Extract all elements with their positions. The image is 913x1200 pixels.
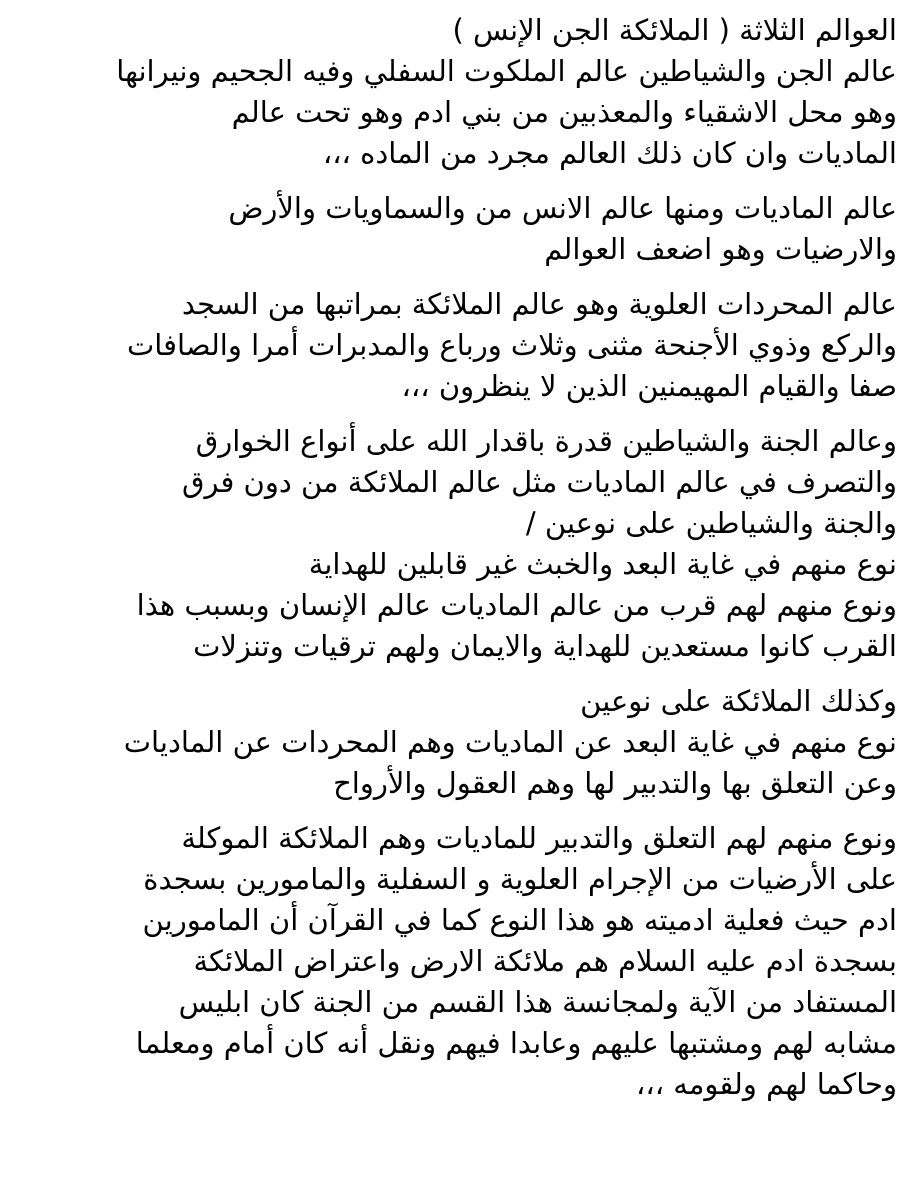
text-line: ادم حيث فعلية ادميته هو هذا النوع كما في القرآن أن المامورين — [142, 903, 897, 937]
text-line: القرب كانوا مستعدين للهداية والايمان ولهم ترقيات وتنزلات — [193, 629, 897, 663]
paragraph-jinn-types — [16, 421, 897, 667]
text-line: المستفاد من الآية ولمجانسة هذا القسم من الجنة كان ابليس — [178, 985, 897, 1019]
paragraph-earth-angels — [16, 818, 897, 1105]
text-line: والركع وذوي الأجنحة مثنى وثلاث ورباع والمدبرات أمرا والصافات — [126, 328, 897, 362]
text-line: بسجدة ادم عليه السلام هم ملائكة الارض واعتراض الملائكة — [193, 944, 897, 978]
paragraph-angel-types — [16, 681, 897, 804]
text-line: ونوع منهم لهم التعلق والتدبير للماديات وهم الملائكة الموكلة — [181, 821, 897, 855]
text-line: وهو محل الاشقياء والمعذبين من بني ادم وهو تحت عالم — [231, 95, 897, 129]
text-line: وعن التعلق بها والتدبير لها وهم العقول والأرواح — [333, 766, 897, 800]
paragraph-upper-world — [16, 284, 897, 407]
text-line: عالم الجن والشياطين عالم الملكوت السفلي وفيه الجحيم ونيرانها — [116, 54, 897, 88]
text-line: والارضيات وهو اضعف العوالم — [544, 232, 897, 266]
text-line: العوالم الثلاثة ( الملائكة الجن الإنس ) — [452, 13, 897, 47]
text-line: صفا والقيام المهيمنين الذين لا ينظرون ،،، — [401, 369, 897, 403]
text-line: عالم المحردات العلوية وهو عالم الملائكة بمراتبها من السجد — [181, 287, 897, 321]
text-line: نوع منهم في غاية البعد والخبث غير قابلين للهداية — [308, 547, 897, 581]
text-line: نوع منهم في غاية البعد عن الماديات وهم المحردات عن الماديات — [123, 725, 897, 759]
text-line: وعالم الجنة والشياطين قدرة باقدار الله على أنواع الخوارق — [195, 424, 897, 458]
text-line: ونوع منهم لهم قرب من عالم الماديات عالم الإنسان وبسبب هذا — [136, 588, 897, 622]
text-line: مشابه لهم ومشتبها عليهم وعابدا فيهم ونقل أنه كان أمام ومعلما — [135, 1026, 897, 1060]
paragraph-worlds-intro — [16, 10, 897, 174]
text-line: عالم الماديات ومنها عالم الانس من والسماويات والأرض — [228, 191, 897, 225]
text-line: وحاكما لهم ولقومه ،،، — [636, 1067, 897, 1101]
text-line: الماديات وان كان ذلك العالم مجرد من الماده ،،، — [322, 136, 897, 170]
text-line: والتصرف في عالم الماديات مثل عالم الملائكة من دون فرق — [181, 465, 897, 499]
text-line: على الأرضيات من الإجرام العلوية و السفلية والمامورين بسجدة — [143, 862, 897, 896]
paragraph-material-world — [16, 188, 897, 270]
text-line: وكذلك الملائكة على نوعين — [580, 684, 897, 718]
text-line: والجنة والشياطين على نوعين / — [525, 506, 897, 540]
